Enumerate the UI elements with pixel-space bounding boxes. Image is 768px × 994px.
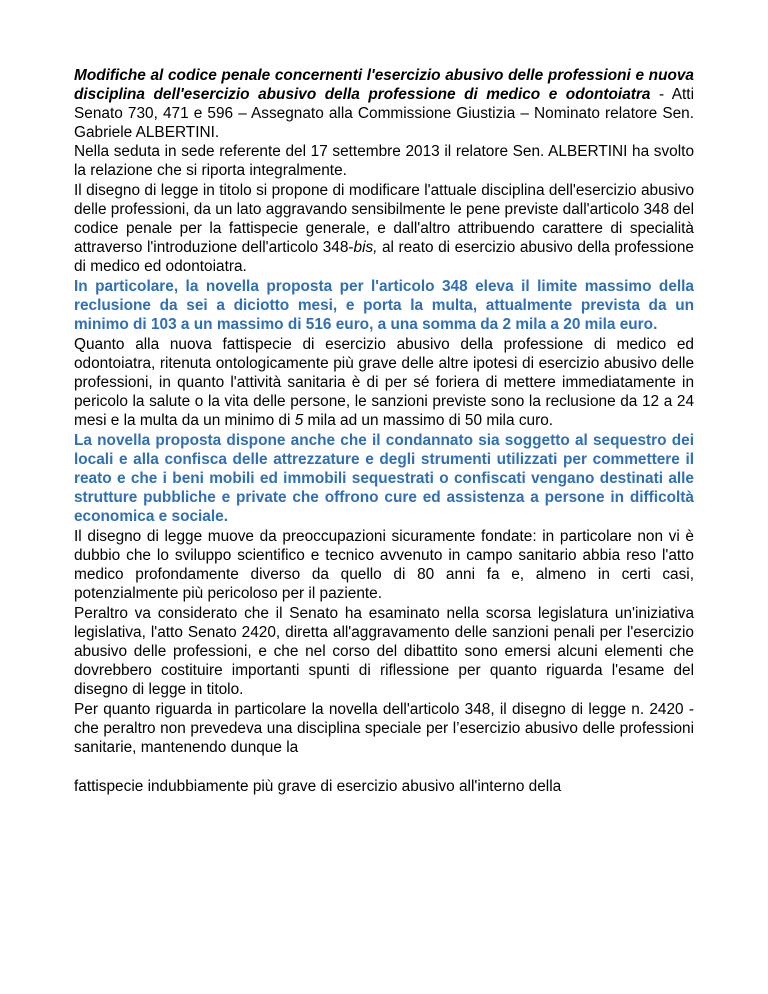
highlighted-paragraph-articolo-348: In particolare, la novella proposta per l'articolo 348 eleva il limite massimo della reclusione da sei a diciotto mesi, e porta la multa, attualmente prevista da un minimo di 103 a un massimo di 516 euro, a una somma da 2 mila a 20 mila euro.: [74, 278, 694, 333]
paragraph-nuova-fattispecie: [74, 335, 694, 430]
highlighted-paragraph-sequestro: La novella proposta dispone anche che il condannato sia soggetto al sequestro dei locali e alla confisca delle attrezzature e degli strumenti utilizzati per commettere il reato e che i beni mobili ed immobili sequestrati o confiscati vengano destinati alle strutture pubbliche e private che offrono cure ed assistenza a persone in difficoltà economica e sociale.: [74, 432, 694, 525]
paragraph-atto-senato-2420: Peraltro va considerato che il Senato ha esaminato nella scorsa legislatura un'iniziativa legislativa, l'atto Senato 2420, diretta all'aggravamento delle sanzioni penali per l'esercizio abusivo delle professioni, e che nel corso del dibattito sono emersi alcuni elementi che dovrebbero costituire importanti spunti di riflessione per quanto riguarda l'esame del disegno di legge in titolo.: [74, 605, 694, 698]
paragraph-text: Il disegno di legge in titolo si propone di modificare l'attuale disciplina dell'esercizio abusivo delle professioni, da un lato aggravando sensibilmente le pene previste dall'articolo 348 del codice penale per la fattispecie generale, e dall'altro attribuendo carattere di specialità attraverso l'introduzione dell'articolo 348-: [74, 182, 694, 256]
paragraph-gap: [74, 758, 694, 777]
paragraph-text: mila ad un massimo di 50 mila curo.: [303, 412, 554, 429]
document-page: [74, 66, 694, 797]
paragraph-italic-text: bis,: [353, 239, 378, 256]
heading-tail: - Atti Senato 730, 471 e 596 – Assegnato alla Commissione Giustizia – Nominato relatore Sen. Gabriele ALBERTINI.: [74, 86, 694, 141]
document-heading: [74, 66, 694, 142]
paragraph-novella-348: Per quanto riguarda in particolare la novella dell'articolo 348, il disegno di legge n. 2420 - che peraltro non prevedeva una disciplina speciale per l’esercizio abusivo delle professioni sanitarie, mantenendo dunque la: [74, 701, 694, 756]
heading-title: Modifiche al codice penale concernenti l'esercizio abusivo delle professioni e nuova disciplina dell'esercizio abusivo della professione di medico e odontoiatra: [74, 67, 694, 103]
paragraph-disegno-di-legge: [74, 181, 694, 276]
paragraph-preoccupazioni: Il disegno di legge muove da preoccupazioni sicuramente fondate: in particolare non vi è dubbio che lo sviluppo scientifico e tecnico avvenuto in campo sanitario abbia reso l'atto medico profondamente diverso da quello di 80 anni fa e, almeno in certi casi, potenzialmente più pericoloso per il paziente.: [74, 528, 694, 602]
paragraph-text: al reato di esercizio abusivo della professione di medico ed odontoiatra.: [74, 239, 694, 275]
paragraph-seduta: Nella seduta in sede referente del 17 settembre 2013 il relatore Sen. ALBERTINI ha svolto la relazione che si riporta integralmente.: [74, 143, 694, 179]
paragraph-text: Quanto alla nuova fattispecie di esercizio abusivo della professione di medico ed odontoiatra, ritenuta ontologicamente più grave delle altre ipotesi di esercizio abusivo delle professioni, in quanto l'attività sanitaria è di per sé foriera di mettere immediatamente in pericolo la salute o la vita delle persone, le sanzioni previste sono la reclusione da 12 a 24 mesi e la multa da un minimo di: [74, 336, 694, 429]
paragraph-continuation: fattispecie indubbiamente più grave di esercizio abusivo all'interno della: [74, 778, 562, 795]
paragraph-italic-text: 5: [294, 412, 304, 429]
